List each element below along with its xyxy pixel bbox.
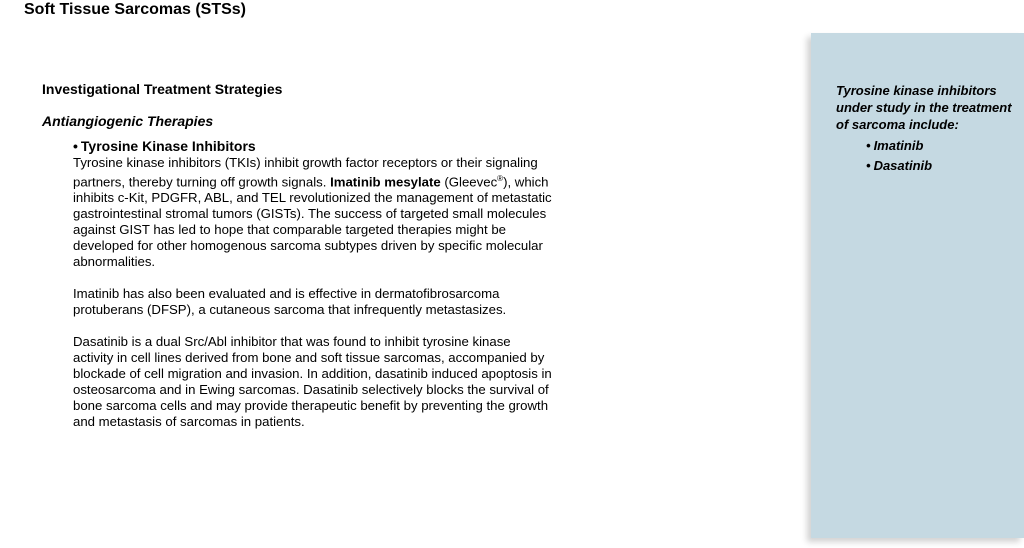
sidebar-list-item [866, 156, 1016, 176]
bullet-heading-label: Tyrosine Kinase Inhibitors [80, 138, 256, 154]
main-content [42, 80, 562, 430]
body-block [73, 138, 553, 430]
subsection-heading: Antiangiogenic Therapies [42, 113, 214, 129]
sidebar-list-item-label: Dasatinib [873, 158, 933, 173]
paragraph-text: Tyrosine kinase inhibitors (TKIs) inhibit growth factor receptors or their signaling partners, thereby turning off growth signals. [73, 155, 538, 190]
sidebar-callout [811, 33, 1024, 538]
section-heading: Investigational Treatment Strategies [42, 81, 283, 97]
bullet-icon: • [73, 138, 78, 154]
paragraph-tki-overview [73, 155, 553, 270]
sidebar-list-item-label: Imatinib [873, 138, 924, 153]
sidebar-content [836, 82, 1016, 176]
registered-mark: ® [497, 174, 504, 183]
bullet-icon: • [866, 158, 871, 173]
paragraph-dasatinib: Dasatinib is a dual Src/Abl inhibitor that was found to inhibit tyrosine kinase activity in cell lines derived from bone and soft tissue sarcomas, accompanied by blockade of cell migration and invasion. In addition, dasatinib induced apoptosis in osteosarcoma and in Ewing sarcomas. Dasatinib selectively blocks the survival of bone sarcoma cells and may provide therapeutic benefit by preventing the growth and metastasis of sarcomas in patients. [73, 334, 552, 430]
paragraph-imatinib-dfsp: Imatinib has also been evaluated and is effective in dermatofibrosarcoma protuberans (DFSP), a cutaneous sarcoma that infrequently metastasizes. [73, 286, 507, 318]
slide-title: Soft Tissue Sarcomas (STSs) [24, 1, 246, 18]
bullet-icon: • [866, 138, 871, 153]
paragraph-text: ), which inhibits c-Kit, PDGFR, ABL, and TEL revolutionized the management of metastatic gastrointestinal stromal tumors (GISTs). The success of targeted small molecules against GIST has led to hope that comparable targeted therapies might be developed for other homogenous sarcoma subtypes driven by specific molecular abnormalities. [73, 174, 552, 270]
bullet-heading [73, 138, 553, 154]
sidebar-list-item [866, 136, 1016, 156]
sidebar-list [866, 136, 1016, 176]
drug-name-bold: Imatinib mesylate [330, 174, 441, 190]
paragraph-text: (Gleevec [440, 174, 498, 190]
sidebar-intro: Tyrosine kinase inhibitors under study in the treatment of sarcoma include: [836, 83, 1012, 132]
